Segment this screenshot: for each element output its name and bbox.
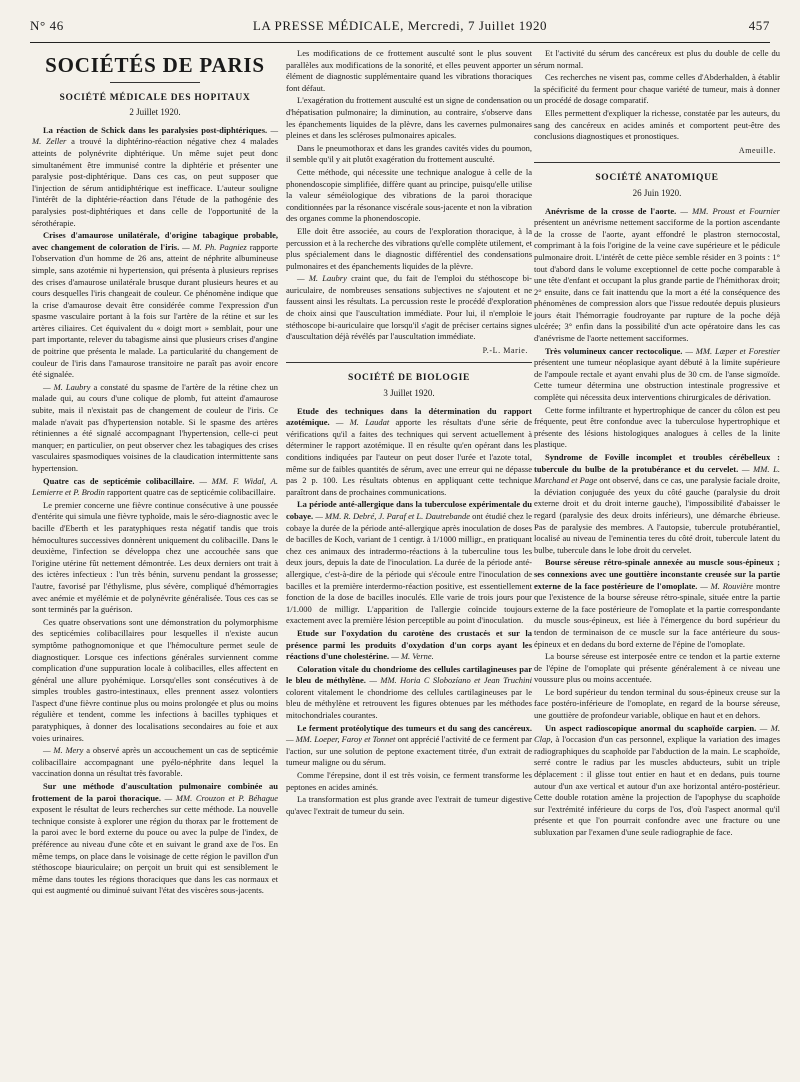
article-anevrisme: Anévrisme de la crosse de l'aorte. — MM. Proust et Fournier présentent un anévrisme nettement sacciforme de la portion ascendante de la crosse de l'aorte, ayant effondré le plastron sternocostal, comprimant à la fois l'origine de la veine cave supérieure et le pédicule pulmonaire droit. L'intérêt de cette pièce semble résider en 3 points : 1° tout d'abord dans le volume exceptionnel de cette poche comparable à une tête d'enfant et occupant la plus grande partie de l'hémithorax droit; 2° ensuite, dans ce fait inattendu que la mort a été la conséquence des phénomènes de compression alors que l'issue redoutée depuis plusieurs jours était l'hémorragie foudroyante par rupture de la poche déjà ulcérée; 3° enfin dans la possibilité d'un acte opératoire dans les cas d'anévrisme de l'aorte nettement sacciformes.	[534, 205, 780, 344]
article-scaphoide: Un aspect radioscopique anormal du scaphoïde carpien. — M. Clap, à l'occasion d'un cas personnel, explique la variation des images radiographiques du scaphoïde par l'abduction de la main. Le scaphoïde, serré contre le radius par les muscles abducteurs, subit un triple déplacement : il glisse tout entier en haut et en dedans, puis tourne autour d'un axe vertical et autour d'un axe horizontal antéro-postérieur. Cette double rotation amène la projection de l'apophyse du scaphoïde sur l'extrémité inférieure du corps de l'os, d'où l'aspect anormal qu'il présente et que l'on pourrait confondre avec une fracture ou une subluxation par l'examen d'une seule radiographie de face.	[534, 722, 781, 837]
paragraph: Elles permettent d'expliquer la richesse, constatée par les auteurs, du sang des cancéreux en acides aminés et comportent peut-être des conclusions diagnostiques et pronostiques.	[534, 107, 780, 142]
column-1	[32, 48, 278, 898]
paragraph: Cette méthode, qui nécessite une technique analogue à celle de la phonendoscopie simplifiée, diffère quant au principe, puisqu'elle utilise la valeur séméiologique des vibrations de la paroi thoracique conditionnées par la résonance viscérale sous-jacente et non la vibration des organes comme la phonendoscopie.	[286, 166, 532, 224]
signature-biologie: Ameuille.	[738, 145, 776, 155]
paragraph: Comme l'érepsine, dont il est très voisin, ce ferment transforme les peptones en acides aminés.	[286, 770, 532, 792]
article-cancer-rectocolique: Très volumineux cancer rectocolique. — MM. Læper et Forestier présentent une tumeur néoplasique ayant débuté à la limite supérieure de l'ampoule rectale et ayant envahi plus de 30 cm. de l'anse sigmoïde. Cette tumeur détermina une obstruction intestinale progressive et complète qui nécessita deux interventions chirurgicales de dérivation.	[534, 345, 781, 403]
paragraph: Cette forme infiltrante et hypertrophique de cancer du côlon est peu fréquente, peut être confondue avec la tuberculose hypertrophique et présente des lésions histologiques analogues à celles de la linite plastique.	[534, 404, 780, 450]
paragraph: Et l'activité du sérum des cancéreux est plus du double de celle du sérum normal.	[534, 48, 780, 70]
society-title-anatomique: SOCIÉTÉ ANATOMIQUE	[595, 173, 719, 184]
page-number: 457	[748, 18, 770, 33]
society-date-biologie: 3 Juillet 1920.	[383, 388, 435, 399]
paragraph: La bourse séreuse est interposée entre ce tendon et la partie externe de l'épine de l'omoplate qui présente généralement à ce niveau une voussure plus ou moins accentuée.	[534, 651, 780, 685]
journal-title-date: LA PRESSE MÉDICALE, Mercredi, 7 Juillet 1920	[252, 18, 548, 33]
paragraph: Ces quatre observations sont une démonstration du polymorphisme des septicémies colibacillaires pour lesquelles il n'existe aucun symptôme pathognomonique et que l'hémoculture permet seule de diagnostiquer. Lorsque ces infections générales surviennent comme complication d'une suppuration locale à colibacilles, elles affectent en général une allure pyohémique. Lorsqu'elles sont consécutives à de simples troubles gastro-intestinaux, elles prennent assez volontiers l'aspect d'une fièvre continue plus ou moins prolongée et plus ou moins régulière et tendent, comme les infections à bacilles typhiques et paratyphiques, à donner des localisations secondaires au foie et aux voies urinaires.	[32, 616, 278, 743]
section-separator	[534, 162, 780, 163]
section-separator	[286, 362, 532, 363]
paragraph: Dans le pneumothorax et dans les grandes cavités vides du poumon, il semble qu'il y ait plutôt exagération du frottement ausculté.	[286, 142, 532, 165]
reply-laubry-2: — M. Laubry craint que, du fait de l'emploi du stéthoscope bi-auriculaire, de nombreuses sensations subjectives ne s'ajoutent et ne faussent ainsi les résultats. La percussion reste le procédé d'exploration de choix ainsi que l'auscultation immédiate. Pour lui, il n'emploie le stéthoscope bi-auriculaire que lorsqu'il s'agit de préciser certains signes d'auscultation déjà révélés par l'auscultation immédiate.	[286, 273, 533, 342]
article-schick: La réaction de Schick dans les paralysies post-diphtériques. — M. Zeller a trouvé la diphtérino-réaction négative chez 4 malades atteints de polynévrite diphtérique. Un même sujet peut donc simultanément être immunisé contre la diphtérie et présenter une paralysie post-diphtérique. Dans ces cas, on peut supposer que l'injection de sérum antidiphtérique est inefficace. L'auteur souligne l'intérêt de la diphtérie-réaction dans l'étude de la pathogénie des paralysies post-diphtériques et dans celle de l'opportunité de la sérothérapie.	[32, 124, 279, 228]
article-carotene: Etude sur l'oxydation du carotène des crustacés et sur la présence parmi les produits d'oxydation d'un corps ayant les réactions d'une cholestérine. — M. Verne.	[286, 627, 532, 662]
paragraph: Le bord supérieur du tendon terminal du sous-épineux creuse sur la face postéro-inférieure de l'omoplate, en regard de la bourse séreuse, une gouttière de profondeur variable, oblique en haut et en dehors.	[534, 686, 780, 721]
paragraph: L'exagération du frottement ausculté est un signe de condensation ou d'hépatisation pulmonaire; la diminution, au contraire, s'observe dans les épanchements liquides de la plèvre, dans les cavernes pulmonaires pleines et dans les scléroses pulmonaires apicales.	[286, 95, 532, 141]
paragraph: Le premier concerne une fièvre continue consécutive à une poussée d'entérite qui simula une fièvre typhoïde, mais le séro-diagnostic avec le bacille d'Eberth et les paratyphiques resta négatif tandis que trois hémocultures successives donnèrent uniquement du colibacille. Dans le deuxième, l'infection se développa chez une accouchée sans que l'origine utérine fût nettement démontrée. Les deux derniers ont trait à des ictères infectieux : l'un très bénin, survenu pendant la grossesse; l'autre, favorisé par l'éthylisme, plus sévère, compliqué d'hémorragies avec anémie et myélémie et de polynévrite généralisée. Tous ces cas se sont terminés par la guérison.	[32, 499, 278, 615]
column-3	[534, 48, 780, 840]
paragraph: Ces recherches ne visent pas, comme celles d'Abderhalden, à établir la spécificité du ferment pour chaque variété de tumeur, mais à donner un procédé de dosage comparatif.	[534, 72, 780, 106]
header-rule	[30, 42, 770, 43]
paragraph: La transformation est plus grande avec l'extrait de tumeur digestive qu'avec l'extrait de tumeur du sein.	[286, 794, 532, 816]
society-title-hopitaux: SOCIÉTÉ MÉDICALE DES HOPITAUX	[59, 92, 251, 103]
title-rule	[110, 82, 200, 83]
article-chondriome: Coloration vitale du chondriome des cellules cartilagineuses par le bleu de méthylène. — MM. Horia C Slobozíano et Jean Truchini colorent vitalement le chondriome des cellules cartilagineuses par le bleu de méthylène et retrouvent les figures obtenues par les méthodes mitochondriales courantes.	[286, 663, 532, 721]
column-2	[286, 48, 532, 818]
section-title: SOCIÉTÉS DE PARIS	[45, 53, 265, 77]
society-title-biologie: SOCIÉTÉ DE BIOLOGIE	[347, 373, 471, 384]
society-date-anatomique: 26 Juin 1920.	[632, 187, 682, 198]
signature-hopitaux: P.-L. Marie.	[482, 345, 528, 355]
article-auscultation: Sur une méthode d'auscultation pulmonaire combinée au frottement de la paroi thoracique. — MM. Crouzon et P. Béhague exposent le résultat de leurs recherches sur cette méthode. La nouvelle technique consiste à explorer une région du thorax par le frottement de la paroi avec le bord externe du pouce ou avec la pulpe de l'index, de préférence au niveau d'une côte et en suivant le grand axe de l'os. En même temps, on place dans le voisinage de cette région le pavillon d'un stéthoscope biauriculaire; on perçoit un bruit qui est sensiblement le même dans toutes les régions thoraciques que dans les cas normaux et qui est augmenté ou diminué suivant l'état des viscères sous-jacents.	[32, 781, 279, 896]
article-amaurose: Crises d'amaurose unilatérale, d'origine tabagique probable, avec changement de coloration de l'iris. — M. Ph. Pagniez rapporte l'observation d'un homme de 26 ans, atteint de néphrite albumineuse simple, sans azotémie ni hypertension, qui présenta à plusieurs reprises des crises d'amaurose unilatérale brusque durant plusieurs heures et au cours desquelles l'iris changeait de couleur. Ce phénomène indique que la crise d'amaurose devait être considérée comme l'expression d'un spasme vasculaire portant à la fois sur l'artère de la rétine et sur les artères ciliaires. Cet équivalent du « doigt mort » semblait, pour une part importante, relever du tabagisme ainsi que plusieurs crises d'angine de poitrine que présenta le malade. La particularité du changement de couleur de l'iris dans l'amaurose transitoire ne paraît pas avoir encore été signalée.	[32, 230, 279, 380]
article-ferment: Le ferment protéolytique des tumeurs et du sang des cancéreux. — MM. Loeper, Faroy et Tonnet ont apprécié l'activité de ce ferment par l'action, sur une solution de peptone exactement titrée, d'un extrait de tumeur maligne ou du sérum.	[286, 722, 532, 768]
paragraph: Les modifications de ce frottement ausculté sont le plus souvent parallèles aux modifications de la sonorité, et elles peuvent apporter un élément de diagnostic supplémentaire quand les vibrations thoraciques font défaut.	[286, 48, 532, 93]
article-foville: Syndrome de Foville incomplet et troubles cérébelleux : tubercule du bulbe de la protubérance et du cervelet. — MM. L. Marchand et Page ont observé, dans ce cas, une paralysie faciale droite, la déviation conjuguée des yeux du côté gauche (paralysie du droit externe droit et du droit interne gauche), l'impossibilité d'abaisser le regard (paralysie des deux droits inférieurs), une démarche ébrieuse. Pas de paralysie des membres. A l'autopsie, tubercule protubérantiel, localisé au niveau de l'eminentia teres du côté droit, tubercule latent du bulbe, tubercule dans le lobe droit du cervelet.	[534, 452, 780, 555]
reply-mery: — M. Mery a observé après un accouchement un cas de septicémie colibacillaire accompagnant une pyélo-néphrite dans lequel la vaccination donna un résultat très favorable.	[32, 745, 278, 779]
article-bourse-sereuse: Bourse séreuse rétro-spinale annexée au muscle sous-épineux ; ses connexions avec une gouttière inconstante creusée sur la partie externe de la face postérieure de l'omoplate. — M. Rouvière montre que l'existence de la bourse séreuse rétro-spinale, située entre la partie externe de la face postérieure de l'omoplate et la partie correspondante du muscle sous-épineux, est liée à l'émergence du bord supérieur du tendon de terminaison de ce muscle sur la face antérieure du sous-épineux et en dedans du bord externe de l'épine de l'omoplate.	[534, 557, 781, 649]
society-date-hopitaux: 2 Juillet 1920.	[129, 107, 181, 118]
paragraph: Elle doit être associée, au cours de l'exploration thoracique, à la percussion et à la recherche des vibrations qu'elle complète utilement, et plus spécialement dans le diagnostic différentiel des condensations pulmonaires et des épanchements liquides de la plèvre.	[286, 225, 532, 271]
reply-laubry-1: — M. Laubry a constaté du spasme de l'artère de la rétine chez un malade qui, au cours d'une colique de plomb, fut atteint d'amaurose subite, mais il n'existait pas de changement de couleur de l'iris. Ce malade n'avait pas d'hypertension notable. Si le spasme des artères rétiniennes a été signalé accompagnant l'hypertension, celle-ci peut manquer; en particulier, on peut observer chez les tabagiques des crises vasculaires spasmodiques voisines de la claudication intermittente sans hypertension.	[32, 381, 279, 473]
page-header	[30, 14, 770, 38]
article-azotemique: Etude des techniques dans la détermination du rapport azotémique. — M. Laudat apporte les résultats d'une série de vérifications qu'il a faites des techniques qui servent actuellement à déterminer le rapport azotémique. Il en résulte qu'en opérant dans les conditions indiquées par l'auteur on peut doser l'urée et l'azote total, même sur de faibles quantités de sérum, avec une erreur qui ne dépasse pas 2 p. 100. Les résultats obtenus en appliquant cette technique paraîtront dans de prochaines communications.	[286, 405, 533, 497]
article-allergique: La période anté-allergique dans la tuberculose expérimentale du cobaye. — MM. R. Debré, J. Paraf et L. Dautrebande ont étudié chez le cobaye la durée de la période anté-allergique après inoculation de doses de bacilles de Koch, variant de 1 centigr. à 1/1000 milligr., en pratiquant chez ces animaux des intradermo-réactions à la tuberculine tous les deux jours, depuis la date de l'inoculation. La durée de la période anté-allergique, c'est-à-dire de la période qui s'écoule entre l'inoculation de bacilles et la première interdermo-réaction positive, est essentiellement fonction de la dose de bacilles inoculés. Elle varie de trois jours pour 1/1.000 de milligr. L'apparition de l'allergie coïncide toujours exactement avec la première lésion perceptible au point d'inoculation.	[286, 499, 533, 626]
issue-number: N° 46	[30, 18, 64, 33]
article-colibacillaire: Quatre cas de septicémie colibacillaire. — MM. F. Widal, A. Lemierre et P. Brodin rapportent quatre cas de septicémie colibacillaire.	[32, 475, 278, 498]
